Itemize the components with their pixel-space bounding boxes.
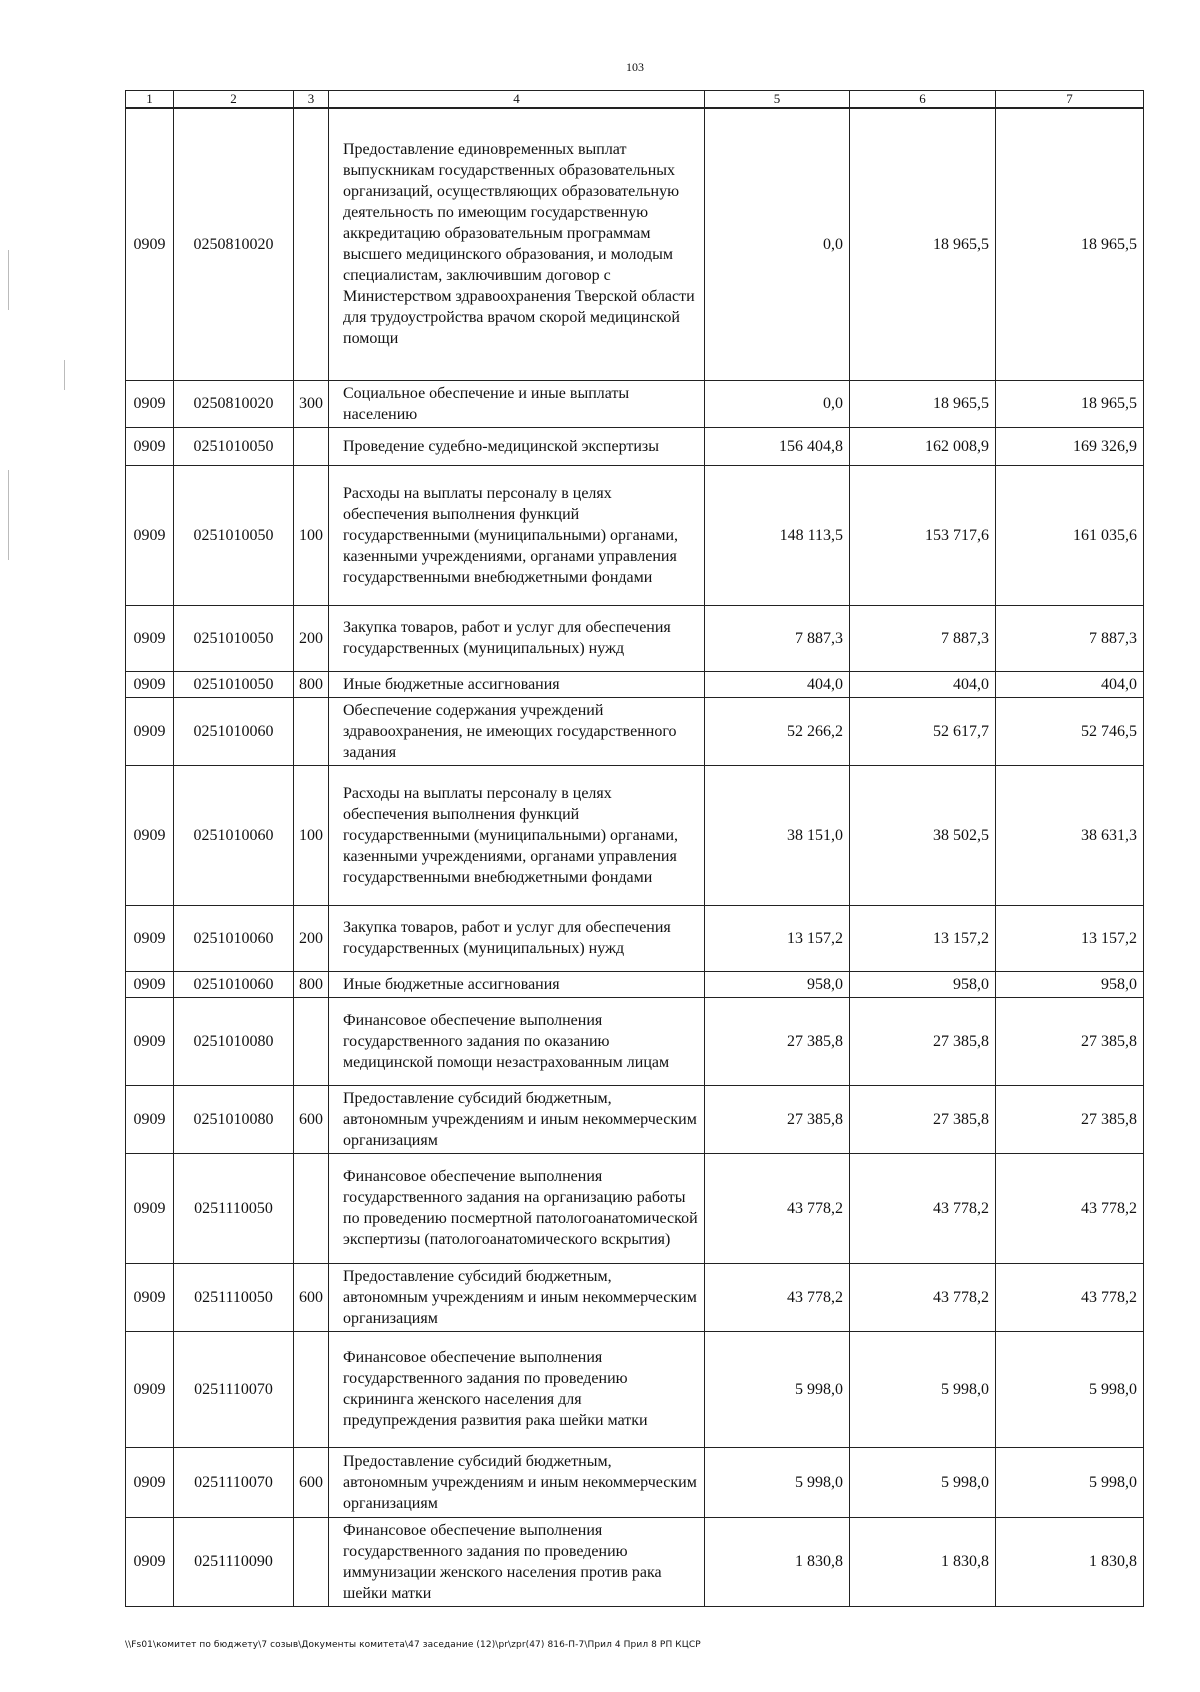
expense-type-code: 300 [294, 380, 329, 427]
amount-col7: 27 385,8 [996, 997, 1144, 1085]
table-row [126, 427, 1144, 465]
target-article-code: 0251010060 [174, 905, 294, 971]
table-row [126, 1447, 1144, 1517]
section-code: 0909 [126, 997, 174, 1085]
expense-type-code: 100 [294, 465, 329, 605]
section-code: 0909 [126, 380, 174, 427]
target-article-code: 0251110070 [174, 1447, 294, 1517]
target-article-code: 0251010060 [174, 971, 294, 997]
section-code: 0909 [126, 905, 174, 971]
table-row [126, 671, 1144, 697]
amount-col5: 43 778,2 [705, 1263, 850, 1331]
amount-col6: 38 502,5 [850, 765, 996, 905]
expense-type-code: 200 [294, 905, 329, 971]
section-code: 0909 [126, 1085, 174, 1153]
expense-type-code [294, 108, 329, 380]
item-name: Предоставление субсидий бюджетным, автономным учреждениям и иным некоммерческим организациям [329, 1263, 705, 1331]
column-header: 1 [126, 91, 174, 109]
table-row [126, 1153, 1144, 1263]
amount-col7: 18 965,5 [996, 108, 1144, 380]
amount-col6: 5 998,0 [850, 1447, 996, 1517]
expense-type-code: 100 [294, 765, 329, 905]
amount-col6: 1 830,8 [850, 1517, 996, 1606]
amount-col5: 7 887,3 [705, 605, 850, 671]
item-name: Финансовое обеспечение выполнения государственного задания по проведению скрининга женского населения для предупреждения развития рака шейки матки [329, 1331, 705, 1447]
item-name: Социальное обеспечение и иные выплаты населению [329, 380, 705, 427]
amount-col5: 5 998,0 [705, 1447, 850, 1517]
section-code: 0909 [126, 1153, 174, 1263]
amount-col5: 43 778,2 [705, 1153, 850, 1263]
target-article-code: 0251110090 [174, 1517, 294, 1606]
expense-type-code [294, 1517, 329, 1606]
amount-col7: 52 746,5 [996, 697, 1144, 765]
expense-type-code: 800 [294, 971, 329, 997]
amount-col7: 169 326,9 [996, 427, 1144, 465]
item-name: Расходы на выплаты персоналу в целях обеспечения выполнения функций государственными (муниципальными) органами, казенными учреждениями, органами управления государственными внебюджетными фондами [329, 765, 705, 905]
target-article-code: 0251010080 [174, 1085, 294, 1153]
expense-type-code [294, 997, 329, 1085]
section-code: 0909 [126, 108, 174, 380]
target-article-code: 0251110070 [174, 1331, 294, 1447]
target-article-code: 0251010060 [174, 697, 294, 765]
target-article-code: 0251110050 [174, 1263, 294, 1331]
expense-type-code: 200 [294, 605, 329, 671]
section-code: 0909 [126, 1263, 174, 1331]
amount-col7: 5 998,0 [996, 1331, 1144, 1447]
page-number: 103 [626, 60, 644, 74]
amount-col6: 7 887,3 [850, 605, 996, 671]
column-header: 2 [174, 91, 294, 109]
expense-type-code [294, 427, 329, 465]
expense-type-code [294, 1153, 329, 1263]
expense-type-code: 600 [294, 1447, 329, 1517]
section-code: 0909 [126, 1447, 174, 1517]
target-article-code: 0251010080 [174, 997, 294, 1085]
amount-col5: 27 385,8 [705, 1085, 850, 1153]
expense-type-code: 800 [294, 671, 329, 697]
amount-col6: 27 385,8 [850, 997, 996, 1085]
target-article-code: 0251010050 [174, 671, 294, 697]
amount-col7: 404,0 [996, 671, 1144, 697]
column-header: 7 [996, 91, 1144, 109]
item-name: Обеспечение содержания учреждений здравоохранения, не имеющих государственного задания [329, 697, 705, 765]
section-code: 0909 [126, 765, 174, 905]
table-row [126, 1263, 1144, 1331]
column-header: 4 [329, 91, 705, 109]
scan-artifact [8, 470, 9, 560]
table-row [126, 971, 1144, 997]
amount-col6: 18 965,5 [850, 108, 996, 380]
expense-type-code [294, 697, 329, 765]
amount-col5: 148 113,5 [705, 465, 850, 605]
amount-col7: 43 778,2 [996, 1263, 1144, 1331]
section-code: 0909 [126, 427, 174, 465]
section-code: 0909 [126, 1517, 174, 1606]
target-article-code: 0250810020 [174, 108, 294, 380]
table-row [126, 1517, 1144, 1606]
amount-col7: 7 887,3 [996, 605, 1144, 671]
amount-col6: 958,0 [850, 971, 996, 997]
amount-col5: 5 998,0 [705, 1331, 850, 1447]
amount-col6: 5 998,0 [850, 1331, 996, 1447]
amount-col7: 43 778,2 [996, 1153, 1144, 1263]
amount-col5: 38 151,0 [705, 765, 850, 905]
target-article-code: 0251010050 [174, 427, 294, 465]
target-article-code: 0251010060 [174, 765, 294, 905]
file-path-footer: \\Fs01\комитет по бюджету\7 созыв\Документы комитета\47 заседание (12)\pr\zpr(47) 816-П-7\Прил 4 Прил 8 РП КЦСР [125, 1640, 701, 1650]
amount-col5: 0,0 [705, 380, 850, 427]
item-name: Предоставление субсидий бюджетным, автономным учреждениям и иным некоммерческим организациям [329, 1085, 705, 1153]
table-row [126, 905, 1144, 971]
item-name: Закупка товаров, работ и услуг для обеспечения государственных (муниципальных) нужд [329, 905, 705, 971]
column-header: 5 [705, 91, 850, 109]
scan-artifact [64, 360, 65, 390]
table-row [126, 997, 1144, 1085]
target-article-code: 0250810020 [174, 380, 294, 427]
amount-col5: 156 404,8 [705, 427, 850, 465]
amount-col5: 1 830,8 [705, 1517, 850, 1606]
section-code: 0909 [126, 697, 174, 765]
amount-col5: 404,0 [705, 671, 850, 697]
section-code: 0909 [126, 1331, 174, 1447]
table-header-row [126, 91, 1144, 109]
table-row [126, 697, 1144, 765]
table-row [126, 605, 1144, 671]
table-row [126, 765, 1144, 905]
table-row [126, 108, 1144, 380]
amount-col5: 13 157,2 [705, 905, 850, 971]
item-name: Проведение судебно-медицинской экспертизы [329, 427, 705, 465]
item-name: Финансовое обеспечение выполнения государственного задания по оказанию медицинской помощи незастрахованным лицам [329, 997, 705, 1085]
amount-col6: 13 157,2 [850, 905, 996, 971]
amount-col7: 38 631,3 [996, 765, 1144, 905]
item-name: Расходы на выплаты персоналу в целях обеспечения выполнения функций государственными (муниципальными) органами, казенными учреждениями, органами управления государственными внебюджетными фондами [329, 465, 705, 605]
item-name: Финансовое обеспечение выполнения государственного задания по проведению иммунизации женского населения против рака шейки матки [329, 1517, 705, 1606]
expense-type-code [294, 1331, 329, 1447]
amount-col6: 52 617,7 [850, 697, 996, 765]
section-code: 0909 [126, 971, 174, 997]
item-name: Предоставление единовременных выплат выпускникам государственных образовательных организаций, осуществляющих образовательную деятельность по имеющим государственную аккредитацию образовательным программам высшего медицинского образования, и молодым специалистам, заключившим договор с Министерством здравоохранения Тверской области для трудоустройства врачом скорой медицинской помощи [329, 108, 705, 380]
amount-col5: 958,0 [705, 971, 850, 997]
section-code: 0909 [126, 465, 174, 605]
target-article-code: 0251010050 [174, 605, 294, 671]
section-code: 0909 [126, 605, 174, 671]
amount-col7: 1 830,8 [996, 1517, 1144, 1606]
item-name: Финансовое обеспечение выполнения государственного задания на организацию работы по проведению посмертной патологоанатомической экспертизы (патологоанатомического вскрытия) [329, 1153, 705, 1263]
amount-col7: 958,0 [996, 971, 1144, 997]
section-code: 0909 [126, 671, 174, 697]
amount-col7: 161 035,6 [996, 465, 1144, 605]
amount-col6: 153 717,6 [850, 465, 996, 605]
amount-col7: 5 998,0 [996, 1447, 1144, 1517]
column-header: 6 [850, 91, 996, 109]
item-name: Иные бюджетные ассигнования [329, 671, 705, 697]
target-article-code: 0251110050 [174, 1153, 294, 1263]
column-header: 3 [294, 91, 329, 109]
amount-col7: 13 157,2 [996, 905, 1144, 971]
amount-col5: 52 266,2 [705, 697, 850, 765]
amount-col7: 27 385,8 [996, 1085, 1144, 1153]
item-name: Иные бюджетные ассигнования [329, 971, 705, 997]
amount-col6: 404,0 [850, 671, 996, 697]
amount-col6: 43 778,2 [850, 1153, 996, 1263]
amount-col5: 0,0 [705, 108, 850, 380]
amount-col6: 43 778,2 [850, 1263, 996, 1331]
item-name: Закупка товаров, работ и услуг для обеспечения государственных (муниципальных) нужд [329, 605, 705, 671]
expense-type-code: 600 [294, 1085, 329, 1153]
scan-artifact [8, 250, 9, 310]
amount-col5: 27 385,8 [705, 997, 850, 1085]
amount-col6: 162 008,9 [850, 427, 996, 465]
target-article-code: 0251010050 [174, 465, 294, 605]
table-row [126, 465, 1144, 605]
expense-type-code: 600 [294, 1263, 329, 1331]
amount-col7: 18 965,5 [996, 380, 1144, 427]
table-row [126, 380, 1144, 427]
item-name: Предоставление субсидий бюджетным, автономным учреждениям и иным некоммерческим организациям [329, 1447, 705, 1517]
amount-col6: 18 965,5 [850, 380, 996, 427]
budget-table [125, 90, 1144, 1607]
table-row [126, 1331, 1144, 1447]
amount-col6: 27 385,8 [850, 1085, 996, 1153]
table-row [126, 1085, 1144, 1153]
